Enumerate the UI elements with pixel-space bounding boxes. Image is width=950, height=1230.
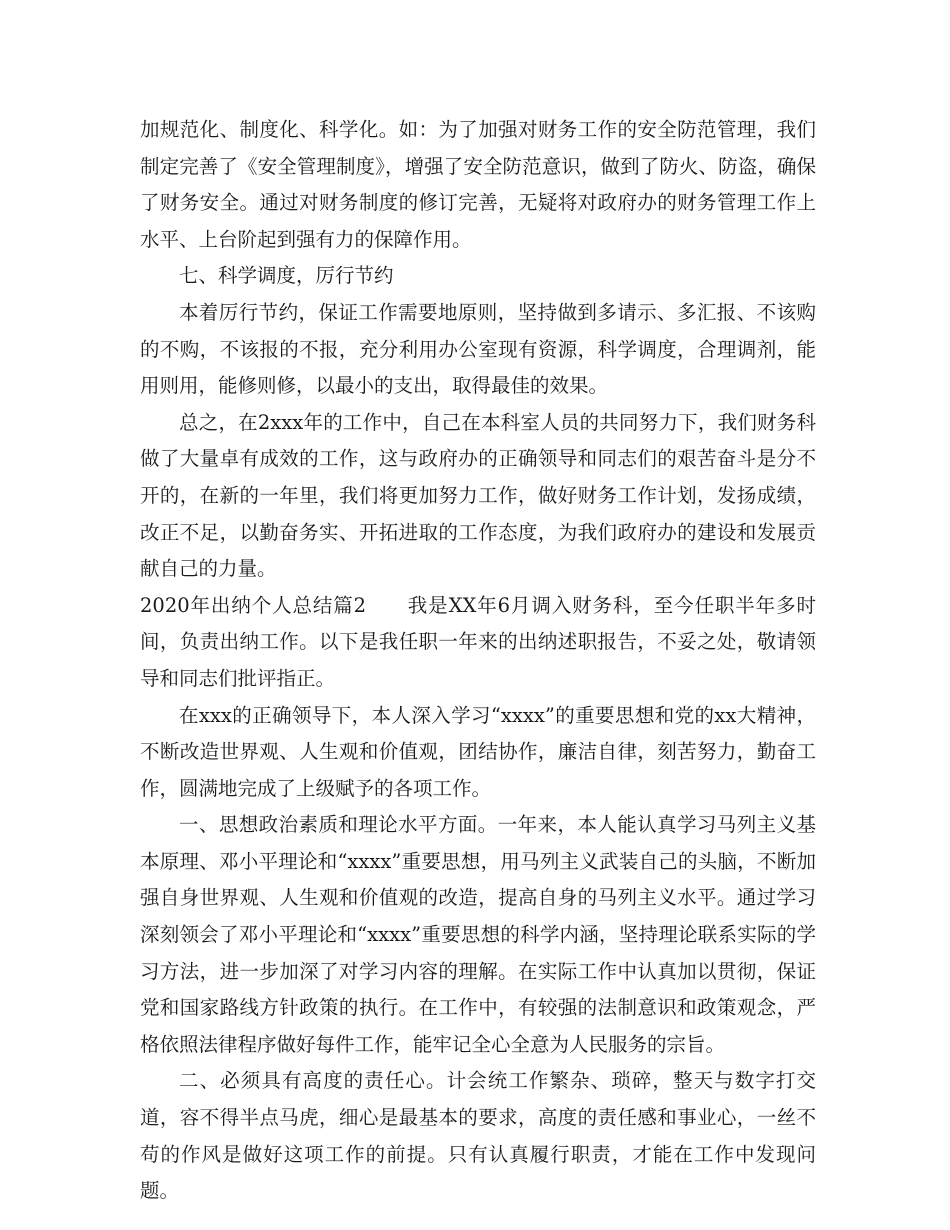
paragraph bbox=[140, 588, 816, 698]
paragraph-text: 我是XX年6月调入财务科，至今任职半年多时间，负责出纳工作。以下是我任职一年来的出纳述职报告，不妥之处，敬请领导和同志们批评指正。 bbox=[140, 593, 816, 690]
section-heading: 七、科学调度，厉行节约 bbox=[179, 264, 394, 288]
paragraph: 一、思想政治素质和理论水平方面。一年来，本人能认真学习马列主义基本原理、邓小平理论和“xxxx”重要思想，用马列主义武装自己的头脑，不断加强自身世界观、人生观和价值观的改造，提高自身的马列主义水平。通过学习深刻领会了邓小平理论和“xxxx”重要思想的科学内涵，坚持理论联系实际的学习方法，进一步加深了对学习内容的理解。在实际工作中认真加以贯彻，保证党和国家路线方针政策的执行。在工作中，有较强的法制意识和政策观念，严格依照法律程序做好每件工作，能牢记全心全意为人民服务的宗旨。 bbox=[140, 813, 816, 1056]
paragraph: 本着厉行节约，保证工作需要地原则，坚持做到多请示、多汇报、不该购的不购，不该报的不报，充分利用办公室现有资源，科学调度，合理调剂，能用则用，能修则修，以最小的支出，取得最佳的效果。 bbox=[140, 300, 816, 398]
paragraph: 在xxx的正确领导下，本人深入学习“xxxx”的重要思想和党的xx大精神，不断改造世界观、人生观和价值观，团结协作，廉洁自律，刻苦努力，勤奋工作，圆满地完成了上级赋予的各项工作。 bbox=[140, 703, 816, 800]
paragraph: 二、必须具有高度的责任心。计会统工作繁杂、琐碎，整天与数字打交道，容不得半点马虎，细心是最基本的要求，高度的责任感和事业心，一丝不苟的作风是做好这项工作的前提。只有认真履行职责，才能在工作中发现问题。 bbox=[140, 1069, 816, 1203]
article-title: 2020年出纳个人总结篇2 bbox=[140, 593, 367, 617]
document-body bbox=[140, 112, 816, 1210]
paragraph: 总之，在2xxx年的工作中，自己在本科室人员的共同努力下，我们财务科做了大量卓有成效的工作，这与政府办的正确领导和同志们的艰苦奋斗是分不开的，在新的一年里，我们将更加努力工作，做好财务工作计划，发扬成绩，改正不足，以勤奋务实、开拓进取的工作态度，为我们政府办的建设和发展贡献自己的力量。 bbox=[140, 410, 816, 581]
title-gap bbox=[366, 594, 408, 617]
paragraph: 加规范化、制度化、科学化。如：为了加强对财务工作的安全防范管理，我们制定完善了《安全管理制度》，增强了安全防范意识，做到了防火、防盗，确保了财务安全。通过对财务制度的修订完善，无疑将对政府办的财务管理工作上水平、上台阶起到强有力的保障作用。 bbox=[140, 118, 816, 251]
